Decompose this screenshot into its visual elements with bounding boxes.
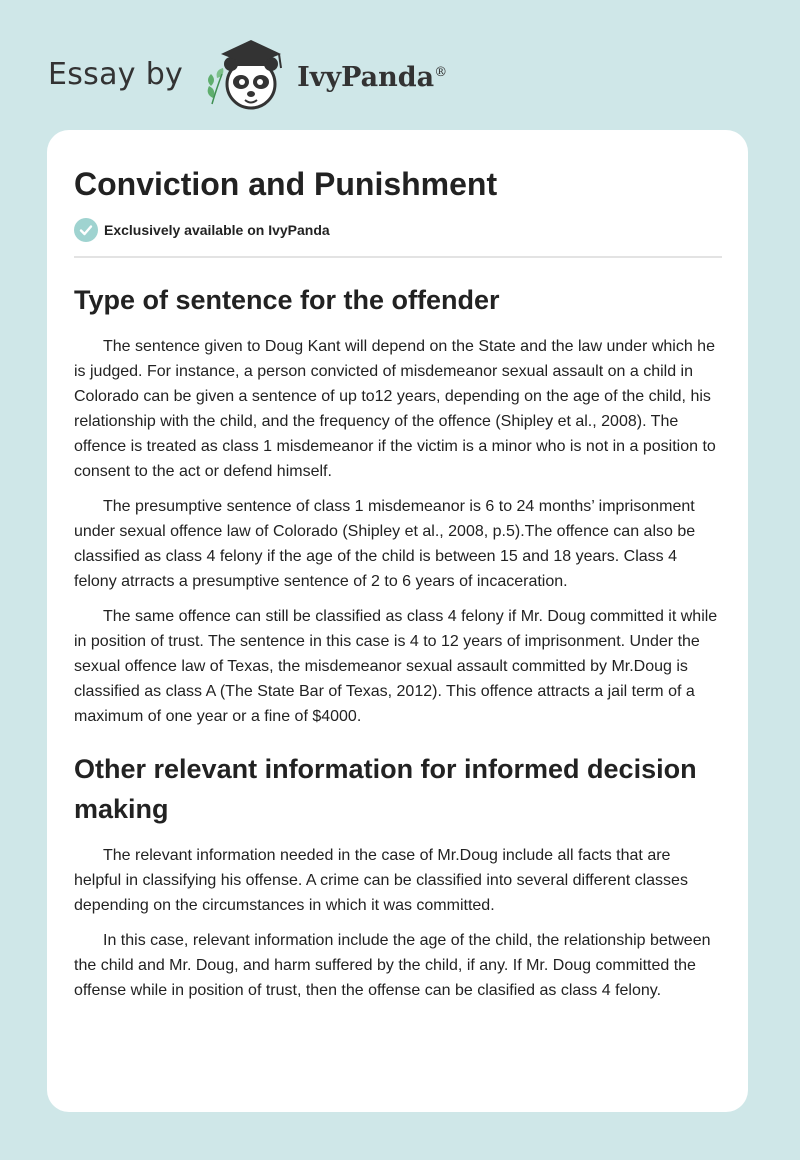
- paragraph: The presumptive sentence of class 1 misdemeanor is 6 to 24 months’ imprisonment under sexual offence law of Colorado (Shipley et al., 2008, p.5).The offence can also be classified as class 4 felony if the age of the child is between 15 and 18 years. Class 4 felony atrracts a presumptive sentence of 2 to 6 years of incaceration.: [74, 498, 696, 590]
- brand-header: [48, 34, 447, 114]
- exclusive-badge: [74, 218, 722, 242]
- panda-logo-icon: [199, 34, 291, 114]
- section-relevant-information: [74, 749, 722, 1003]
- title-divider: [74, 256, 722, 258]
- article-card: [47, 130, 748, 1112]
- brand-prefix: Essay by: [48, 56, 184, 92]
- article-title: Conviction and Punishment: [74, 166, 498, 202]
- paragraph: The same offence can still be classified as class 4 felony if Mr. Doug committed it while in position of trust. The sentence in this case is 4 to 12 years of imprisonment. Under the sexual offence law of Texas, the misdemeanor sexual assault committed by Mr.Doug is classified as class A (The State Bar of Texas, 2012). This offence attracts a jail term of a maximum of one year or a fine of $4000.: [74, 608, 718, 725]
- brand-name: IvyPanda®: [297, 61, 448, 93]
- exclusive-badge-text: Exclusively available on IvyPanda: [104, 222, 330, 238]
- paragraph: The relevant information needed in the case of Mr.Doug include all facts that are helpful in classifying his offense. A crime can be classified into several different classes depending on the circumstances in which it was committed.: [74, 847, 688, 914]
- checkmark-icon: [74, 218, 98, 242]
- section-sentence-type: [74, 280, 722, 729]
- section-heading: Type of sentence for the offender: [74, 285, 500, 315]
- paragraph: In this case, relevant information include the age of the child, the relationship between the child and Mr. Doug, and harm suffered by the child, if any. If Mr. Doug committed the offense while in position of trust, then the offense can be clasified as class 4 felony.: [74, 932, 711, 999]
- section-heading: Other relevant information for informed decision making: [74, 754, 697, 824]
- paragraph: The sentence given to Doug Kant will depend on the State and the law under which he is judged. For instance, a person convicted of misdemeanor sexual assault on a child in Colorado can be given a sentence of up to12 years, depending on the age of the child, his relationship with the child, and the frequency of the offence (Shipley et al., 2008). The offence is treated as class 1 misdemeanor if the victim is a minor who is not in a position to consent to the act or defend himself.: [74, 338, 716, 480]
